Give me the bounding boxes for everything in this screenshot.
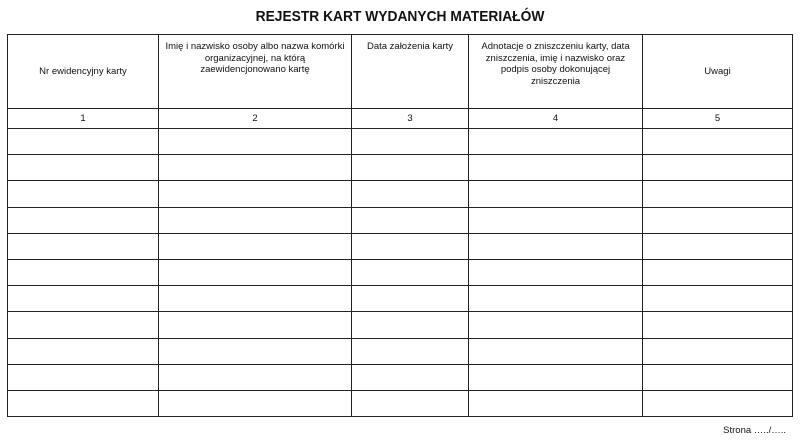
column-number-row [8, 109, 793, 129]
table-cell[interactable] [643, 181, 793, 207]
table-cell[interactable] [469, 181, 643, 207]
table-cell[interactable] [352, 259, 469, 285]
table-cell[interactable] [159, 129, 352, 155]
table-cell[interactable] [8, 390, 159, 416]
table-cell[interactable] [469, 129, 643, 155]
table-cell[interactable] [159, 233, 352, 259]
table-cell[interactable] [352, 286, 469, 312]
table-cell[interactable] [643, 155, 793, 181]
table-row [8, 312, 793, 338]
table-cell[interactable] [352, 390, 469, 416]
table-cell[interactable] [8, 155, 159, 181]
table-cell[interactable] [643, 338, 793, 364]
header-card-number: Nr ewidencyjny karty [8, 35, 159, 109]
table-row [8, 129, 793, 155]
table-cell[interactable] [469, 312, 643, 338]
header-destruction-notes: Adnotacje o zniszczeniu karty, data zniszczenia, imię i nazwisko oraz podpis osoby dokonującej zniszczenia [469, 35, 643, 109]
table-cell[interactable] [8, 259, 159, 285]
table-cell[interactable] [352, 233, 469, 259]
page-number-footer: Strona …../….. [723, 425, 786, 436]
table-cell[interactable] [469, 233, 643, 259]
table-cell[interactable] [643, 364, 793, 390]
table-cell[interactable] [352, 312, 469, 338]
table-row [8, 286, 793, 312]
table-cell[interactable] [352, 338, 469, 364]
table-cell[interactable] [469, 207, 643, 233]
table-cell[interactable] [469, 338, 643, 364]
table-cell[interactable] [643, 207, 793, 233]
table-cell[interactable] [8, 338, 159, 364]
table-cell[interactable] [8, 286, 159, 312]
table-cell[interactable] [352, 364, 469, 390]
table-cell[interactable] [352, 155, 469, 181]
register-table [7, 34, 793, 417]
table-cell[interactable] [469, 155, 643, 181]
form-title: REJESTR KART WYDANYCH MATERIAŁÓW [255, 8, 545, 25]
table-row [8, 364, 793, 390]
column-number: 1 [8, 109, 159, 129]
table-cell[interactable] [643, 312, 793, 338]
table-cell[interactable] [469, 390, 643, 416]
table-row [8, 233, 793, 259]
column-number: 5 [643, 109, 793, 129]
table-cell[interactable] [8, 181, 159, 207]
table-cell[interactable] [352, 129, 469, 155]
table-cell[interactable] [643, 129, 793, 155]
table-cell[interactable] [352, 207, 469, 233]
column-number: 2 [159, 109, 352, 129]
table-row [8, 207, 793, 233]
table-cell[interactable] [8, 312, 159, 338]
column-number: 3 [352, 109, 469, 129]
table-row [8, 155, 793, 181]
table-cell[interactable] [8, 129, 159, 155]
table-cell[interactable] [352, 181, 469, 207]
table-header-row [8, 35, 793, 109]
table-cell[interactable] [643, 259, 793, 285]
table-row [8, 259, 793, 285]
table-cell[interactable] [159, 390, 352, 416]
table-cell[interactable] [8, 207, 159, 233]
table-cell[interactable] [159, 312, 352, 338]
table-cell[interactable] [159, 181, 352, 207]
header-person-name: Imię i nazwisko osoby albo nazwa komórki organizacyjnej, na którą zaewidencjonowano kartę [159, 35, 352, 109]
table-cell[interactable] [159, 338, 352, 364]
table-cell[interactable] [159, 364, 352, 390]
header-creation-date: Data założenia karty [352, 35, 469, 109]
table-row [8, 338, 793, 364]
table-cell[interactable] [643, 286, 793, 312]
table-cell[interactable] [159, 155, 352, 181]
table-cell[interactable] [643, 233, 793, 259]
table-cell[interactable] [469, 364, 643, 390]
table-cell[interactable] [643, 390, 793, 416]
table-row [8, 390, 793, 416]
table-cell[interactable] [159, 286, 352, 312]
table-row [8, 181, 793, 207]
table-cell[interactable] [469, 259, 643, 285]
table-cell[interactable] [469, 286, 643, 312]
table-body [8, 129, 793, 417]
header-remarks: Uwagi [643, 35, 793, 109]
column-number: 4 [469, 109, 643, 129]
table-cell[interactable] [159, 207, 352, 233]
table-cell[interactable] [8, 364, 159, 390]
table-cell[interactable] [8, 233, 159, 259]
table-cell[interactable] [159, 259, 352, 285]
